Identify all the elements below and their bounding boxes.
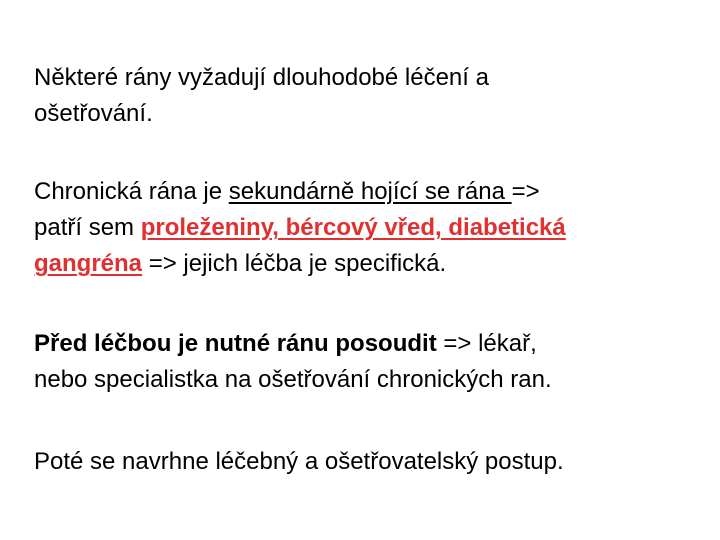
- p2-highlighted-gangrene: gangréna: [34, 250, 143, 277]
- slide-content: [34, 0, 710, 540]
- p1-line1: Některé rány vyžadují dlouhodobé léčení a: [34, 64, 489, 91]
- p2-line3-rest: => jejich léčba je specifická.: [142, 250, 447, 277]
- p4-line1: Poté se navrhne léčebný a ošetřovatelský postup.: [34, 448, 564, 475]
- p1-line2: ošetřování.: [34, 100, 153, 127]
- paragraph-assessment: [34, 326, 552, 398]
- p2-line1-start: Chronická rána je: [34, 178, 229, 205]
- paragraph-chronic-wound: [34, 174, 566, 282]
- p2-line2-start: patří sem: [34, 214, 141, 241]
- p2-line1-arrow: =>: [511, 178, 540, 205]
- p3-bold-assessment: Před léčbou je nutné ránu posoudit: [34, 330, 437, 357]
- p3-line1-rest: => lékař,: [436, 330, 537, 357]
- paragraph-plan: [34, 444, 564, 480]
- p2-underlined-term: sekundárně hojící se rána: [228, 178, 512, 205]
- p3-line2: nebo specialistka na ošetřování chronických ran.: [34, 366, 552, 393]
- paragraph-long-term-care: [34, 60, 489, 132]
- p2-highlighted-conditions: proleženiny, bércový vřed, diabetická: [140, 214, 566, 241]
